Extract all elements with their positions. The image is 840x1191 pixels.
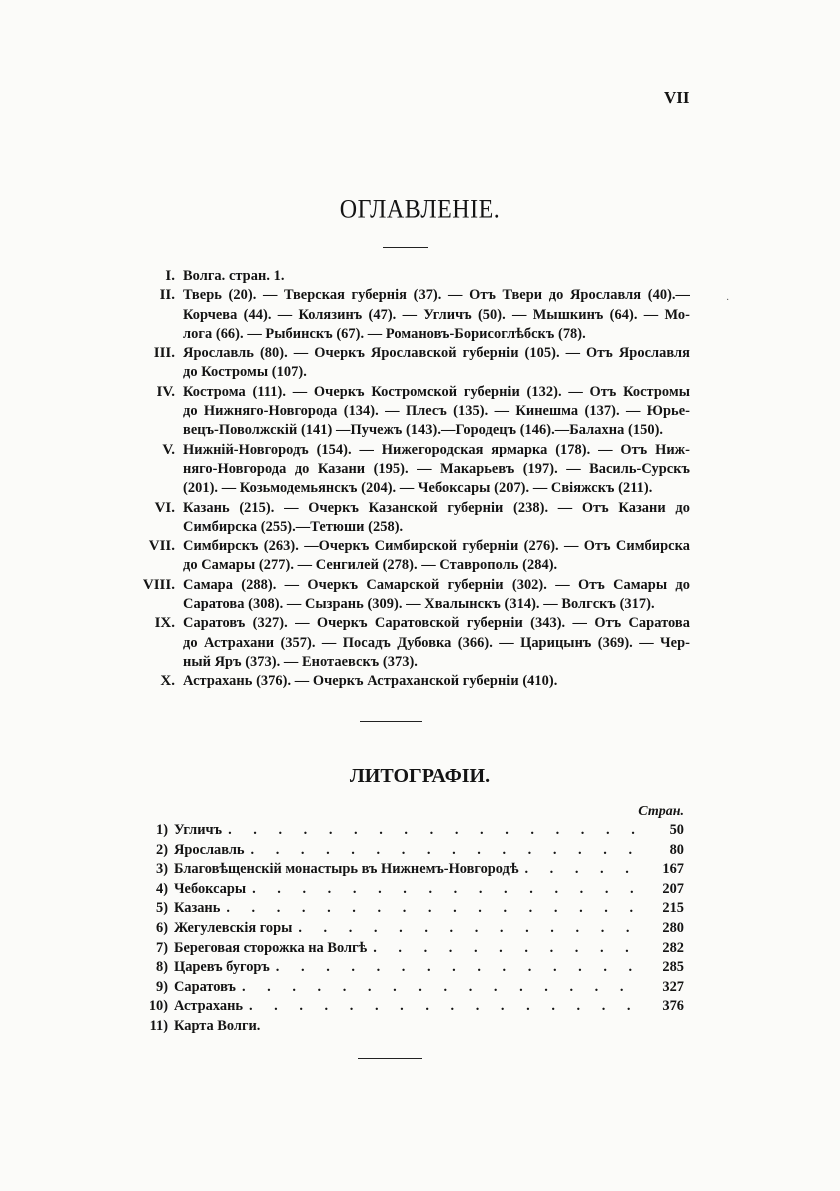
toc-entry — [110, 441, 690, 499]
toc-numeral: IX. — [154, 615, 175, 632]
toc-line: Симбирскъ (263). —Очеркъ Симбирской губерніи (276). — Отъ Симбирска — [183, 538, 690, 555]
toc-line: Самара (288). — Очеркъ Самарской губерніи (302). — Отъ Самары до — [183, 576, 690, 593]
toc-line: Тверь (20). — Тверская губернія (37). — Отъ Твери до Ярославля (40).— — [183, 287, 690, 304]
toc-line: до Костромы (107). — [183, 364, 307, 381]
lithograph-item — [130, 959, 684, 979]
toc-line: ный Яръ (373). — Енотаевскъ (373). — [183, 653, 418, 670]
toc-line: до Астрахани (357). — Посадъ Дубовка (366). — Царицынъ (369). — Чер- — [183, 634, 690, 651]
toc-text — [183, 267, 690, 286]
lithograph-title: Жегулевскія горы — [174, 919, 293, 936]
toc-text — [183, 576, 690, 615]
lithograph-page: 280 — [662, 919, 684, 936]
dot-leader — [228, 822, 642, 839]
toc-numeral: III. — [153, 345, 175, 362]
lithograph-page: 80 — [669, 841, 684, 858]
dot-leader — [251, 842, 642, 859]
lithograph-item — [130, 979, 684, 999]
lithograph-title: Саратовъ — [174, 978, 236, 995]
end-divider — [358, 1058, 422, 1059]
lithograph-number: 9) — [156, 978, 168, 995]
dot-leader — [373, 940, 642, 957]
toc-entry — [110, 499, 690, 538]
lithograph-title: Казань — [174, 900, 221, 917]
lithograph-item — [130, 881, 684, 901]
toc-text — [183, 614, 690, 672]
lithograph-item — [130, 920, 684, 940]
lithograph-title: Береговая сторожка на Волгѣ — [174, 939, 368, 956]
toc-entry — [110, 614, 690, 672]
toc-line: Симбирска (255).—Тетюши (258). — [183, 518, 404, 535]
lithograph-number: 3) — [156, 861, 168, 878]
lithograph-number: 5) — [156, 900, 168, 917]
margin-mark: · — [726, 295, 730, 306]
toc-entry — [110, 267, 690, 286]
toc-numeral: II. — [159, 287, 175, 304]
page-title: ОГЛАВЛЕНІЕ. — [339, 195, 501, 224]
toc-line: (201). — Козьмодемьянскъ (204). — Чебоксары (207). — Свіяжскъ (211). — [183, 480, 653, 497]
lithograph-item — [130, 998, 684, 1018]
lithograph-title: Угличъ — [174, 822, 223, 838]
toc-entry — [110, 344, 690, 383]
lithograph-page: 167 — [662, 861, 684, 878]
toc-line: Саратова (308). — Сызрань (309). — Хвалынскъ (314). — Волгскъ (317). — [183, 596, 655, 613]
dot-leader — [298, 920, 642, 937]
toc-line: Саратовъ (327). — Очеркъ Саратовской губерніи (343). — Отъ Саратова — [183, 615, 690, 632]
lithograph-item — [130, 842, 684, 862]
lithograph-page: 285 — [662, 959, 684, 976]
lithograph-number: 2) — [156, 841, 168, 858]
lithograph-item — [130, 940, 684, 960]
lithograph-title: Благовѣщенскій монастырь въ Нижнемъ-Новгородѣ — [174, 861, 519, 878]
lithograph-number: 10) — [148, 998, 168, 1015]
toc-entry — [110, 286, 690, 344]
dot-leader — [252, 881, 642, 898]
toc-line: Астрахань (376). — Очеркъ Астраханской губерніи (410). — [183, 673, 558, 690]
toc-entry — [110, 537, 690, 576]
toc-text — [183, 383, 690, 441]
toc-entry — [110, 383, 690, 441]
lithograph-page: 282 — [662, 939, 684, 956]
table-of-contents — [110, 267, 690, 692]
lithograph-number: 1) — [156, 822, 168, 838]
toc-numeral: V. — [162, 441, 175, 458]
lithograph-title: Карта Волги. — [174, 1017, 261, 1034]
toc-entry — [110, 576, 690, 615]
toc-numeral: VI. — [154, 499, 175, 516]
lithograph-title: Царевъ бугоръ — [174, 959, 270, 976]
lithographs-heading: ЛИТОГРАФІИ. — [349, 765, 491, 787]
lithograph-number: 8) — [156, 959, 168, 976]
lithograph-number: 7) — [156, 939, 168, 956]
toc-line: Нижній-Новгородъ (154). — Нижегородская ярмарка (178). — Отъ Ниж- — [183, 441, 690, 458]
toc-numeral: IV. — [156, 383, 175, 400]
toc-text — [183, 344, 690, 383]
lithograph-title: Ярославль — [174, 841, 245, 858]
lithograph-page: 215 — [662, 900, 684, 917]
title-divider — [383, 247, 428, 248]
dot-leader — [249, 998, 642, 1015]
toc-line: Ярославль (80). — Очеркъ Ярославской губерніи (105). — Отъ Ярославля — [183, 345, 690, 362]
section-divider — [360, 721, 422, 722]
toc-text — [183, 441, 690, 499]
toc-text — [183, 286, 690, 344]
toc-line: до Самары (277). — Сенгилей (278). — Ставрополь (284). — [183, 557, 558, 574]
lithographs-list — [130, 822, 684, 1038]
toc-line: Кострома (111). — Очеркъ Костромской губерніи (132). — Отъ Костромы — [183, 383, 690, 400]
page-number: VII — [664, 88, 690, 107]
lithograph-number: 4) — [156, 880, 168, 897]
toc-text — [183, 499, 690, 538]
toc-line: до Нижняго-Новгорода (134). — Плесъ (135). — Кинешма (137). — Юрье- — [183, 403, 690, 420]
toc-line: вецъ-Поволжскій (141) —Пучежъ (143).—Городецъ (146).—Балахна (150). — [183, 422, 664, 439]
toc-numeral: VII. — [148, 538, 175, 555]
toc-line: Казань (215). — Очеркъ Казанской губерніи (238). — Отъ Казани до — [183, 499, 690, 516]
dot-leader — [524, 861, 642, 878]
lithograph-page: 376 — [662, 998, 684, 1015]
dot-leader — [242, 979, 642, 996]
lithograph-title: Астрахань — [174, 998, 243, 1015]
lithograph-number: 11) — [149, 1017, 168, 1034]
toc-entry — [110, 672, 690, 691]
lithograph-page: 50 — [669, 822, 684, 838]
dot-leader — [226, 900, 642, 917]
toc-text — [183, 672, 690, 691]
toc-line: лога (66). — Рыбинскъ (67). — Романовъ-Борисоглѣбскъ (78). — [183, 325, 586, 342]
toc-line: няго-Новгорода до Казани (195). — Макарьевъ (197). — Василь-Сурскъ — [183, 460, 690, 477]
dot-leader — [276, 959, 642, 976]
lithograph-item — [130, 1018, 684, 1038]
lithograph-number: 6) — [156, 919, 168, 936]
page-column-header: Стран. — [638, 804, 684, 819]
toc-line: Корчева (44). — Колязинъ (47). — Угличъ (50). — Мышкинъ (64). — Мо- — [183, 306, 690, 323]
lithograph-page: 327 — [662, 978, 684, 995]
toc-text — [183, 537, 690, 576]
toc-numeral: X. — [160, 673, 175, 690]
lithograph-item — [130, 900, 684, 920]
toc-numeral: I. — [165, 268, 175, 284]
lithograph-page: 207 — [662, 880, 684, 897]
lithograph-item — [130, 822, 684, 842]
lithograph-title: Чебоксары — [174, 880, 247, 897]
lithograph-item — [130, 861, 684, 881]
toc-numeral: VIII. — [142, 576, 175, 593]
toc-line: Волга. стран. 1. — [183, 268, 285, 284]
